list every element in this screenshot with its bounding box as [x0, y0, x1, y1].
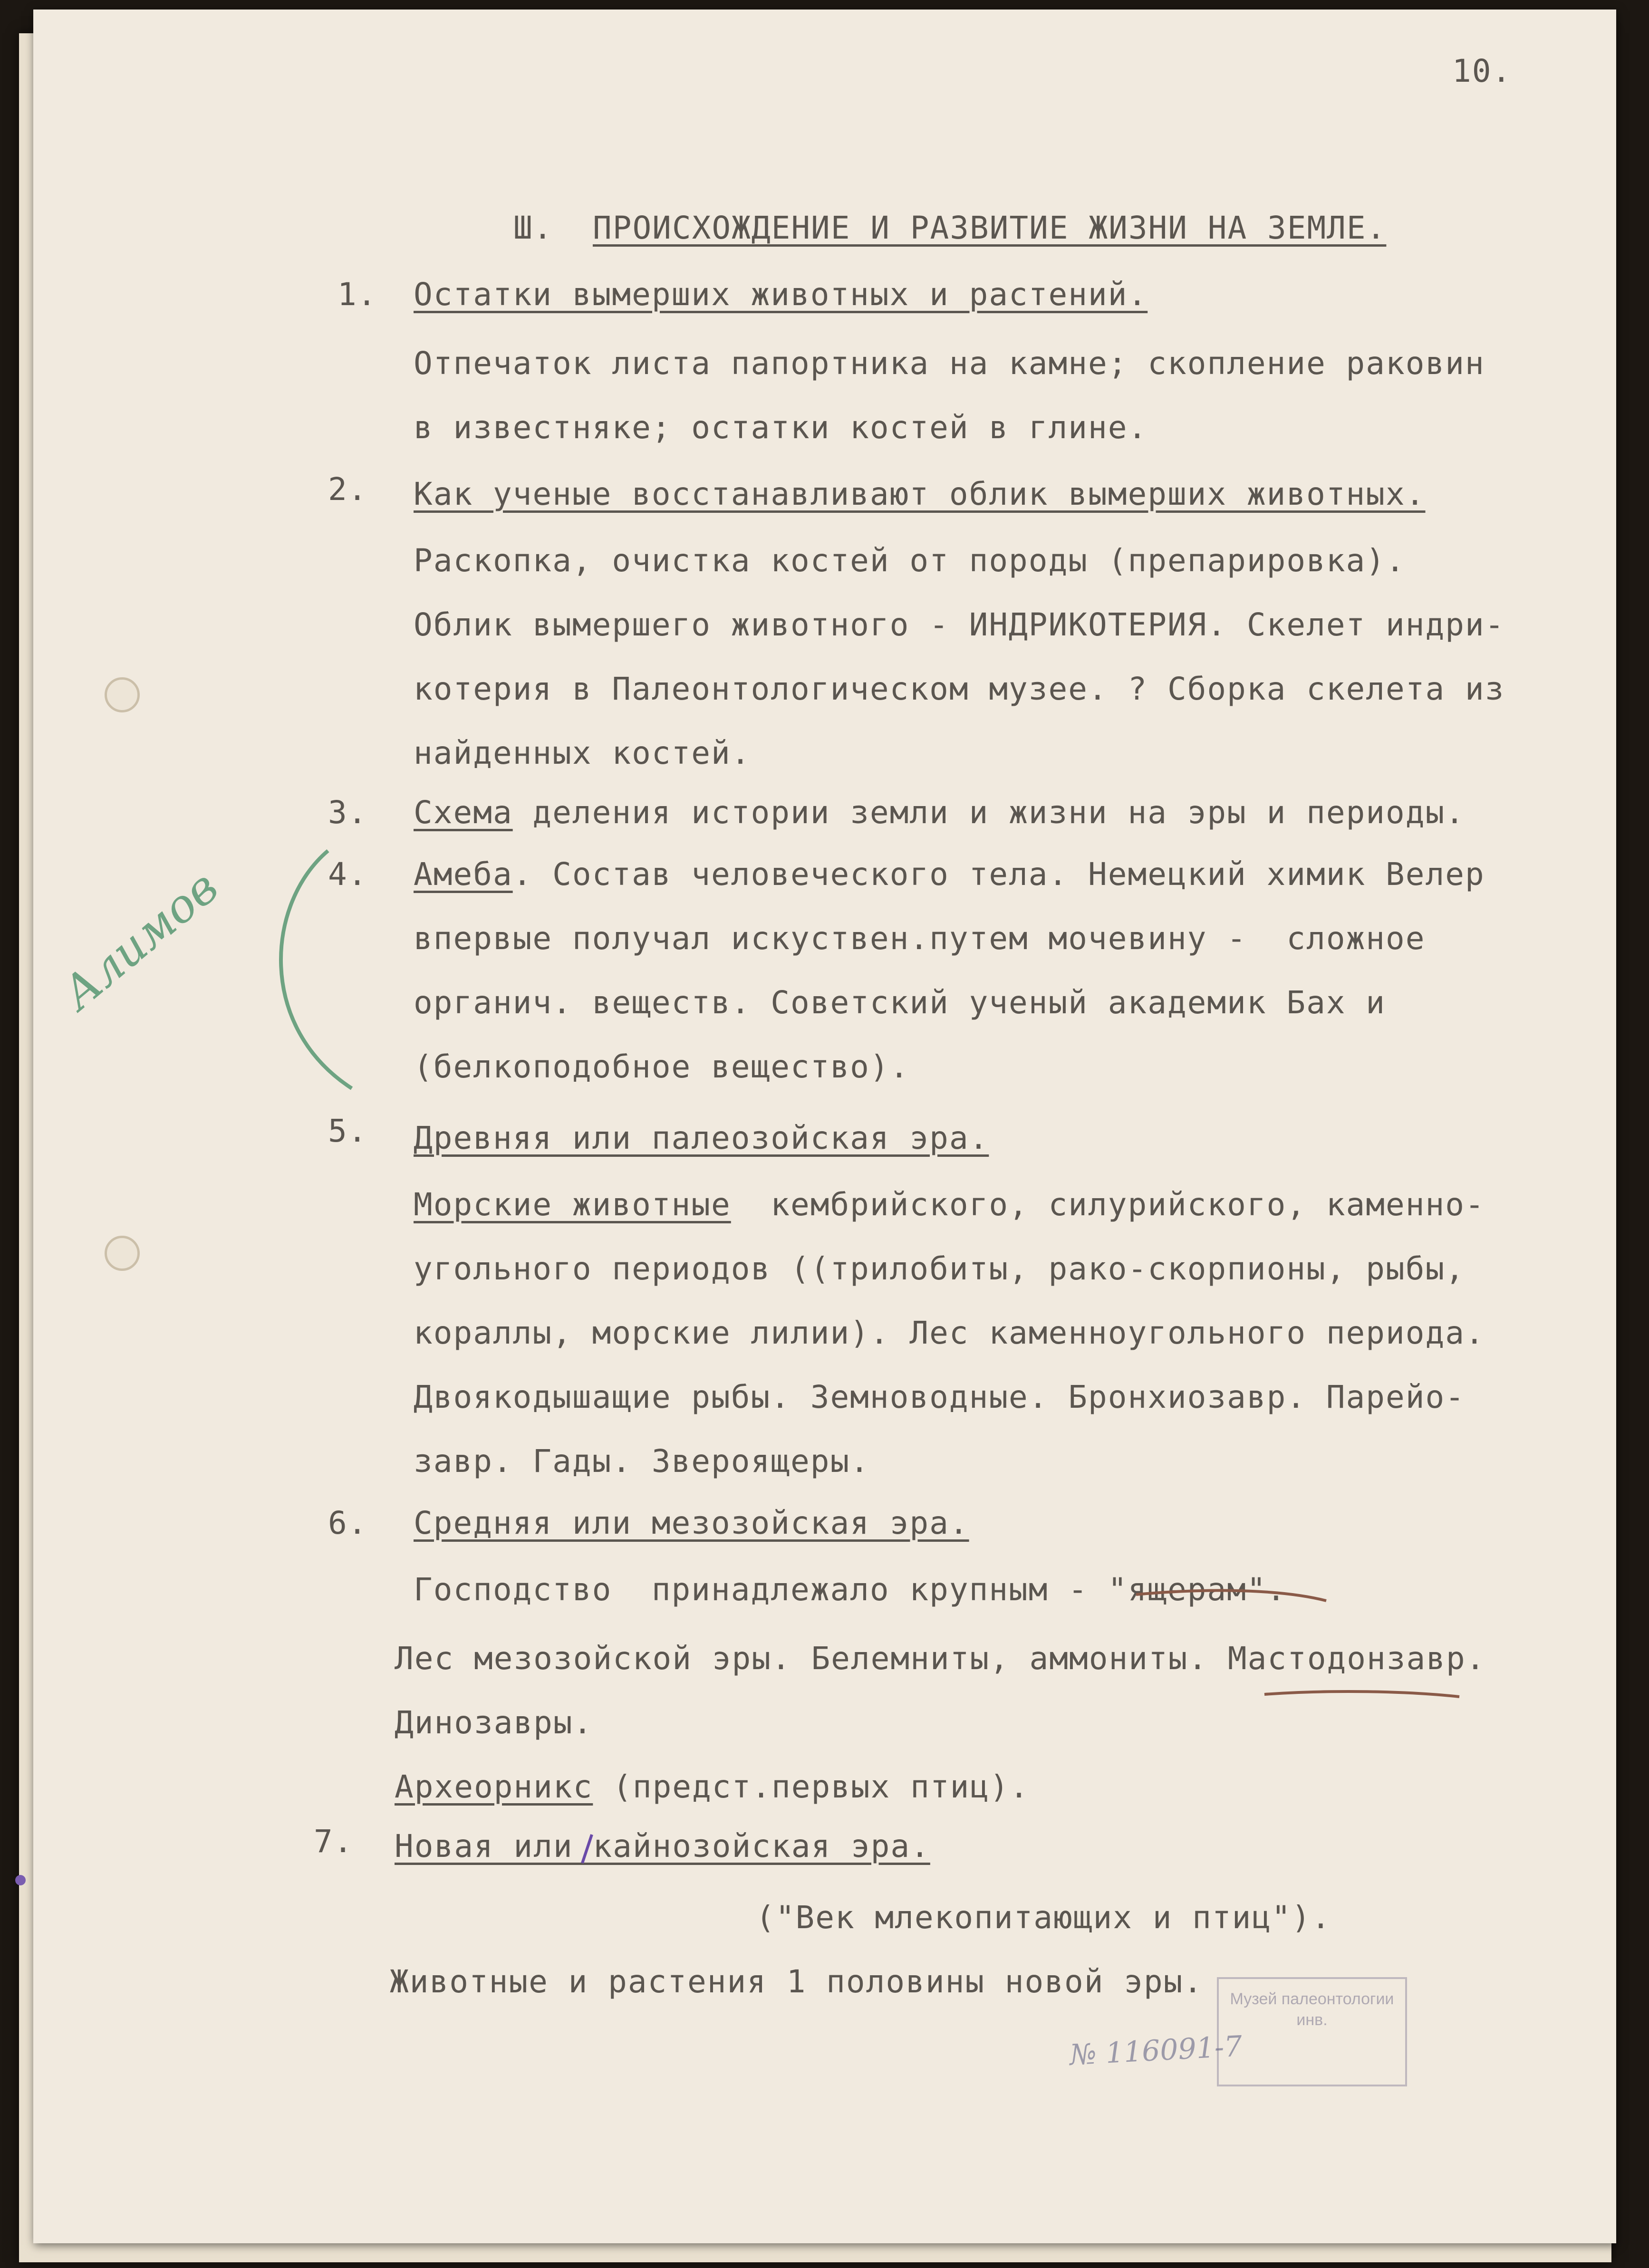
item-4-line-3: (белкоподобное вещество). [414, 1048, 910, 1085]
item-5-number: 5. [328, 1113, 368, 1149]
item-5-title: Древняя или палеозойская эра. [414, 1120, 989, 1156]
item-1-number: 1. [338, 276, 377, 313]
item-2-number: 2. [328, 471, 368, 508]
ink-dot [15, 1875, 26, 1885]
item-6-number: 6. [328, 1505, 368, 1541]
item-4-line-2: органич. веществ. Советский ученый академик Бах и [414, 984, 1386, 1021]
item-7-line-2: Животные и растения 1 половины новой эры. [390, 1963, 1204, 2000]
item-6-line-2: Лес мезозойской эры. Белемниты, аммониты. Мастодонзавр. [395, 1640, 1486, 1677]
section-numeral: Ш. [513, 210, 553, 246]
item-5-line-2: угольного периодов ((трилобиты, рако-скорпионы, рыбы, [414, 1250, 1465, 1287]
item-5-sea-animals: Морские животные [414, 1186, 731, 1223]
item-6-title: Средняя или мезозойская эра. [414, 1505, 969, 1541]
item-5-line-5: завр. Гады. Звероящеры. [414, 1443, 870, 1480]
item-7-title: Новая или кайнозойская эра. [395, 1828, 930, 1864]
item-4-number: 4. [328, 856, 368, 893]
item-5-line-3: кораллы, морские лилии). Лес каменноугольного периода. [414, 1315, 1485, 1351]
item-7-line-1: ("Век млекопитающих и птиц"). [756, 1899, 1331, 1936]
item-4-title: Амеба [414, 856, 513, 893]
item-3-title: Схема [414, 794, 513, 831]
item-6-line-3: Динозавры. [395, 1704, 593, 1741]
item-1-line-1: Отпечаток листа папортника на камне; скопление раковин [414, 345, 1485, 382]
item-1-title: Остатки вымерших животных и растений. [414, 276, 1148, 313]
margin-note: Алимов [52, 860, 228, 1020]
item-6-extra-rest: (предст.первых птиц). [593, 1768, 1030, 1805]
violet-slash [582, 1835, 592, 1863]
item-2-line-1: Раскопка, очистка костей от породы (препарировка). [414, 542, 1406, 579]
item-6-archaeornis: Археорникс [395, 1768, 593, 1805]
item-3-title-rest: деления истории земли и жизни на эры и периоды. [512, 794, 1465, 831]
item-5-line-4: Двоякодышащие рыбы. Земноводные. Бронхиозавр. Парейо- [414, 1379, 1465, 1415]
page-number: 10. [1452, 53, 1512, 89]
item-5-line-first-rest: кембрийского, силурийского, каменно- [731, 1186, 1485, 1223]
item-2-title: Как ученые восстанавливают облик вымерших животных. [414, 476, 1426, 512]
red-underline-1 [1136, 1590, 1326, 1601]
item-6-line-1: Господство принадлежало крупным - "ящерам". [414, 1571, 1287, 1608]
green-bracket [281, 851, 352, 1088]
item-2-line-2: Облик вымершего животного - ИНДРИКОТЕРИЯ. Скелет индри- [414, 606, 1505, 643]
item-2-line-3: котерия в Палеонтологическом музее. ? Сборка скелета из [414, 671, 1505, 707]
item-2-line-4: найденных костей. [414, 735, 751, 771]
section-title: ПРОИСХОЖДЕНИЕ И РАЗВИТИЕ ЖИЗНИ НА ЗЕМЛЕ. [592, 210, 1387, 246]
item-1-line-2: в известняке; остатки костей в глине. [414, 409, 1148, 446]
red-underline-2 [1264, 1691, 1459, 1697]
inventory-number: № 116091-7 [1069, 2029, 1243, 2072]
item-4-title-rest: . Состав человеческого тела. Немецкий химик Велер [512, 856, 1485, 893]
archive-stamp: Музей палеонтологии инв. [1217, 1977, 1407, 2086]
item-4-line-1: впервые получал искуствен.путем мочевину - сложное [414, 920, 1426, 957]
item-3-number: 3. [328, 794, 368, 831]
item-7-number: 7. [314, 1823, 354, 1860]
